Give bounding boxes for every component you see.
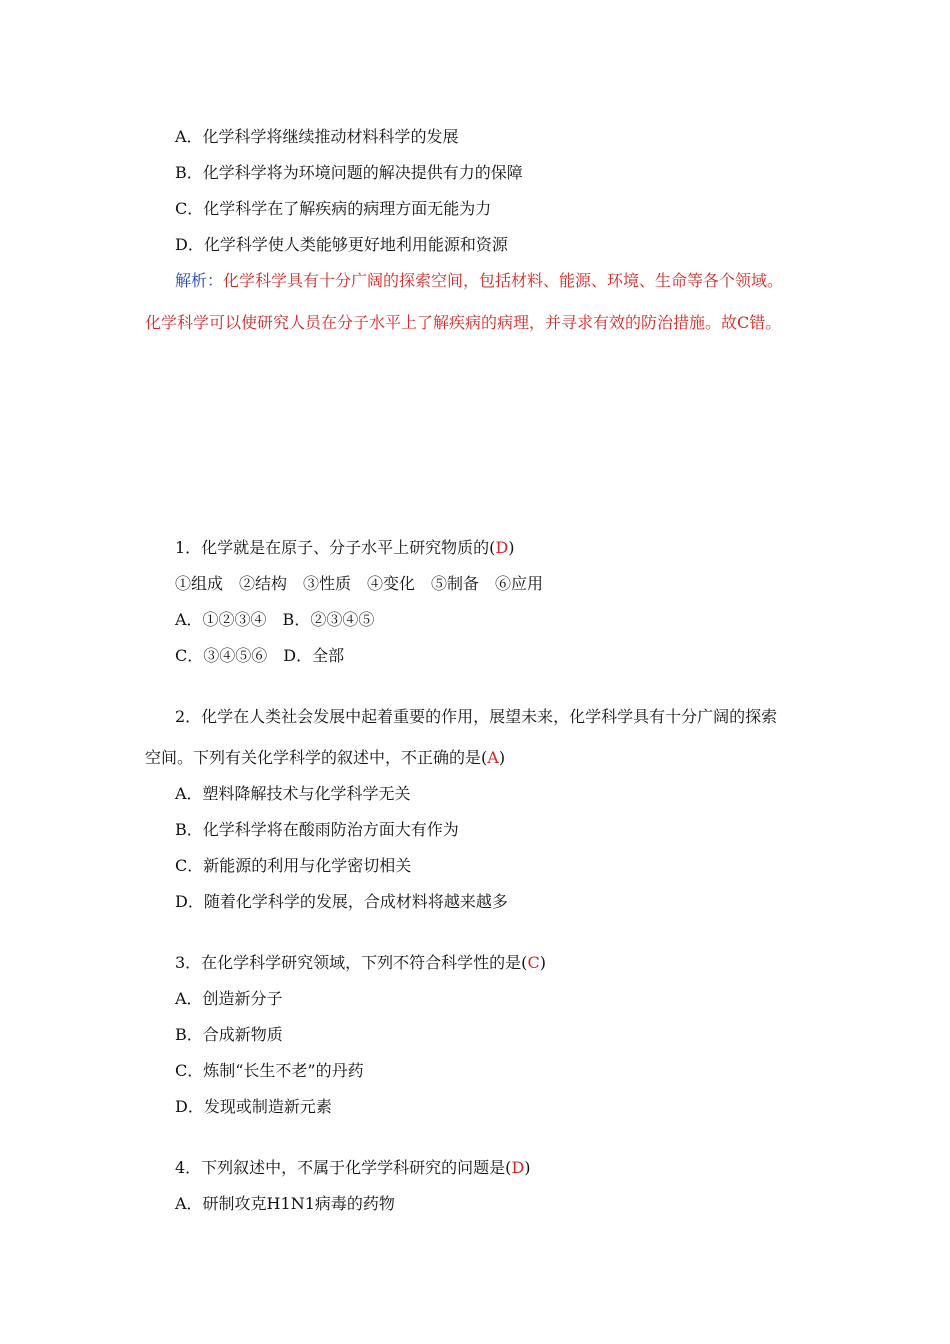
analysis-line-1 bbox=[175, 270, 783, 292]
q3-stem bbox=[175, 952, 546, 974]
q1-options-cd: C．③④⑤⑥ D．全部 bbox=[175, 646, 345, 665]
intro-option-c: C．化学科学在了解疾病的病理方面无能为力 bbox=[175, 199, 492, 218]
q2-close: ) bbox=[498, 748, 506, 767]
q3-option-c: C．炼制“长生不老”的丹药 bbox=[175, 1061, 364, 1080]
q4-stem-text: 4．下列叙述中，不属于化学学科研究的问题是( bbox=[175, 1158, 512, 1177]
q1-options-ab: A．①②③④ B．②③④⑤ bbox=[175, 610, 375, 629]
q2-option-c: C．新能源的利用与化学密切相关 bbox=[175, 856, 412, 875]
analysis-text-1: 化学科学具有十分广阔的探索空间，包括材料、能源、环境、生命等各个领域。 bbox=[223, 271, 784, 290]
analysis-line-2: 化学科学可以使研究人员在分子水平上了解疾病的病理，并寻求有效的防治措施。故C错。 bbox=[145, 313, 782, 332]
q2-option-b: B．化学科学将在酸雨防治方面大有作为 bbox=[175, 820, 459, 839]
q2-answer: A bbox=[487, 748, 499, 767]
q3-option-d: D．发现或制造新元素 bbox=[175, 1097, 332, 1116]
q3-option-b: B．合成新物质 bbox=[175, 1025, 283, 1044]
q2-option-a: A．塑料降解技术与化学科学无关 bbox=[175, 784, 411, 803]
q1-stem-text: 1．化学就是在原子、分子水平上研究物质的( bbox=[175, 538, 496, 557]
q2-stem-line-1: 2．化学在人类社会发展中起着重要的作用，展望未来，化学科学具有十分广阔的探索 bbox=[175, 707, 778, 726]
q3-stem-text: 3．在化学科学研究领域，下列不符合科学性的是( bbox=[175, 953, 528, 972]
q1-items: ①组成 ②结构 ③性质 ④变化 ⑤制备 ⑥应用 bbox=[175, 574, 544, 593]
q4-option-a: A．研制攻克H1N1病毒的药物 bbox=[175, 1194, 395, 1213]
q2-stem-line-2 bbox=[145, 747, 505, 769]
intro-option-a: A．化学科学将继续推动材料科学的发展 bbox=[175, 127, 459, 146]
q4-stem bbox=[175, 1157, 531, 1179]
q3-answer: C bbox=[527, 953, 540, 972]
q4-answer: D bbox=[511, 1158, 525, 1177]
q1-answer: D bbox=[495, 538, 509, 557]
q2-option-d: D．随着化学科学的发展，合成材料将越来越多 bbox=[175, 892, 508, 911]
q3-option-a: A．创造新分子 bbox=[175, 989, 283, 1008]
analysis-label: 解析： bbox=[175, 271, 224, 290]
q1-stem bbox=[175, 537, 515, 559]
intro-option-b: B．化学科学将为环境问题的解决提供有力的保障 bbox=[175, 163, 523, 182]
q3-close: ) bbox=[539, 953, 546, 972]
q2-stem-text: 空间。下列有关化学科学的叙述中，不正确的是( bbox=[145, 748, 488, 767]
q4-close: ) bbox=[524, 1158, 531, 1177]
q1-close: ) bbox=[508, 538, 515, 557]
intro-option-d: D．化学科学使人类能够更好地利用能源和资源 bbox=[175, 235, 508, 254]
